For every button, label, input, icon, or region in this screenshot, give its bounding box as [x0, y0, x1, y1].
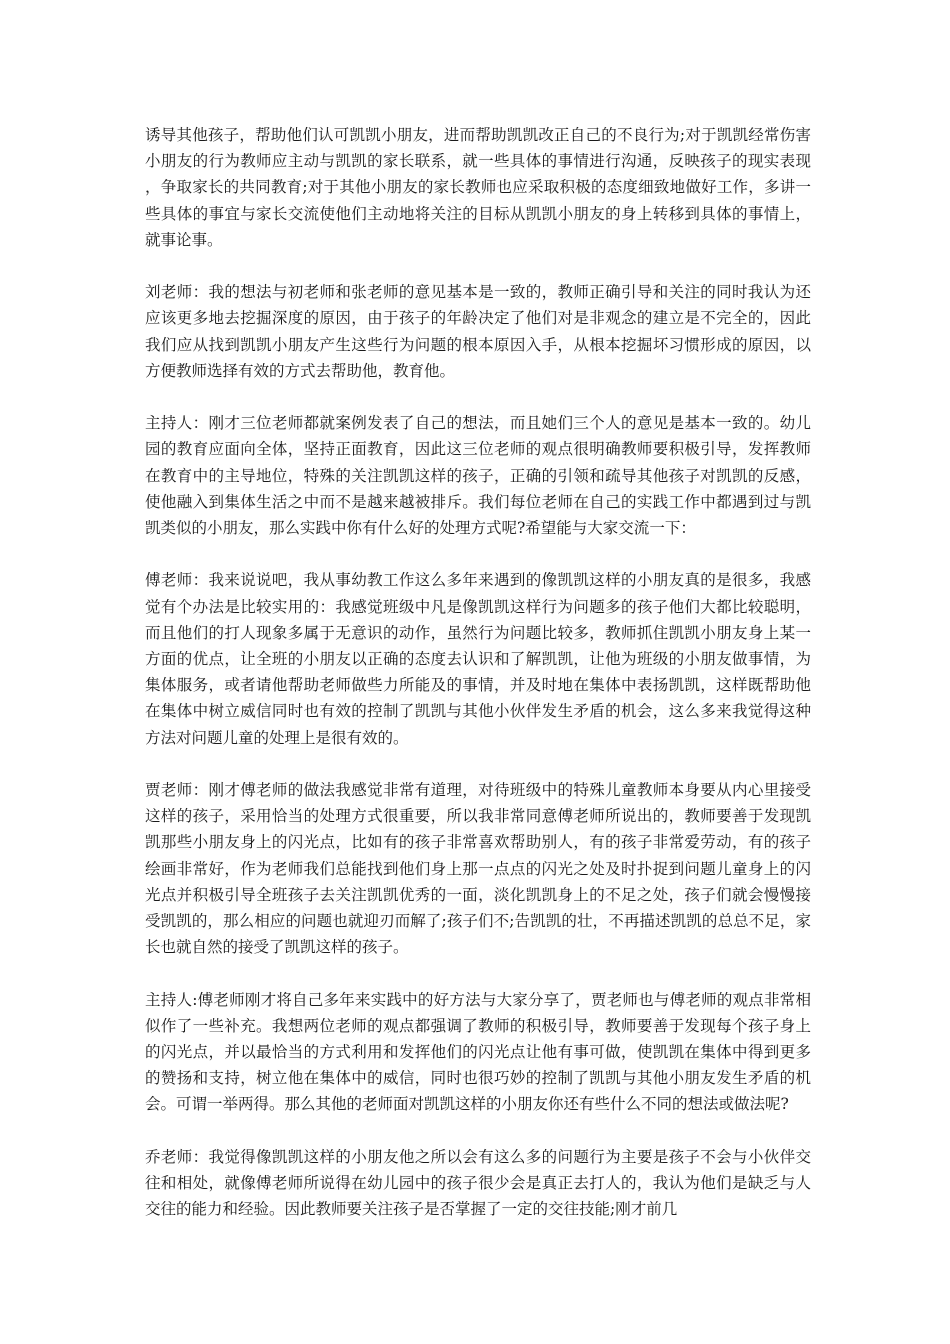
paragraph-teacher-qiao: 乔老师：我觉得像凯凯这样的小朋友他之所以会有这么多的问题行为主要是孩子不会与小伙伴交往和相处，就像傅老师所说得在幼儿园中的孩子很少会是真正去打人的，我认为他们是缺乏与人交往的能力和经验。因此教师要关注孩子是否掌握了一定的交往技能;刚才前几	[145, 1147, 811, 1219]
document-body	[145, 122, 811, 1222]
paragraph-host-2: 主持人:傅老师刚才将自己多年来实践中的好方法与大家分享了，贾老师也与傅老师的观点非常相似作了一些补充。我想两位老师的观点都强调了教师的积极引导，教师要善于发现每个孩子身上的闪光点，并以最恰当的方式利用和发挥他们的闪光点让他有事可做，使凯凯在集体中得到更多的赞扬和支持，树立他在集体中的威信，同时也很巧妙的控制了凯凯与其他小朋友发生矛盾的机会。可谓一举两得。那么其他的老师面对凯凯这样的小朋友你还有些什么不同的想法或做法呢?	[145, 990, 811, 1114]
paragraph-teacher-jia: 贾老师：刚才傅老师的做法我感觉非常有道理，对待班级中的特殊儿童教师本身要从内心里接受这样的孩子，采用恰当的处理方式很重要，所以我非常同意傅老师所说出的，教师要善于发现凯凯那些小朋友身上的闪光点，比如有的孩子非常喜欢帮助别人，有的孩子非常爱劳动，有的孩子绘画非常好，作为老师我们总能找到他们身上那一点点的闪光之处及时扑捉到问题儿童身上的闪光点并积极引导全班孩子去关注凯凯优秀的一面，淡化凯凯身上的不足之处，孩子们就会慢慢接受凯凯的，那么相应的问题也就迎刃而解了;孩子们不;告凯凯的壮，不再描述凯凯的总总不足，家长也就自然的接受了凯凯这样的孩子。	[145, 781, 811, 957]
paragraph-intro-continuation: 诱导其他孩子，帮助他们认可凯凯小朋友，进而帮助凯凯改正自己的不良行为;对于凯凯经常伤害小朋友的行为教师应主动与凯凯的家长联系，就一些具体的事情进行沟通，反映孩子的现实表现，争取家长的共同教育;对于其他小朋友的家长教师也应采取积极的态度细致地做好工作，多讲一些具体的事宜与家长交流使他们主动地将关注的目标从凯凯小朋友的身上转移到具体的事情上，就事论事。	[145, 126, 811, 249]
paragraph-teacher-fu: 傅老师：我来说说吧，我从事幼教工作这么多年来遇到的像凯凯这样的小朋友真的是很多，我感觉有个办法是比较实用的：我感觉班级中凡是像凯凯这样行为问题多的孩子他们大都比较聪明，而且他们的打人现象多属于无意识的动作，虽然行为问题比较多，教师抓住凯凯小朋友身上某一方面的优点，让全班的小朋友以正确的态度去认识和了解凯凯，让他为班级的小朋友做事情，为集体服务，或者请他帮助老师做些力所能及的事情，并及时地在集体中表扬凯凯，这样既帮助他在集体中树立威信同时也有效的控制了凯凯与其他小伙伴发生矛盾的机会，这么多来我觉得这种方法对问题儿童的处理上是很有效的。	[145, 571, 811, 747]
paragraph-teacher-liu: 刘老师：我的想法与初老师和张老师的意见基本是一致的，教师正确引导和关注的同时我认为还应该更多地去挖掘深度的原因，由于孩子的年龄决定了他们对是非观念的建立是不完全的，因此我们应从找到凯凯小朋友产生这些行为问题的根本原因入手，从根本挖掘坏习惯形成的原因，以方便教师选择有效的方式去帮助他，教育他。	[145, 283, 811, 380]
paragraph-host-1: 主持人：刚才三位老师都就案例发表了自己的想法，而且她们三个人的意见是基本一致的。幼儿园的教育应面向全体，坚持正面教育，因此这三位老师的观点很明确教师要积极引导，发挥教师在教育中的主导地位，特殊的关注凯凯这样的孩子，正确的引领和疏导其他孩子对凯凯的反感，使他融入到集体生活之中而不是越来越被排斥。我们每位老师在自己的实践工作中都遇到过与凯凯类似的小朋友，那么实践中你有什么好的处理方式呢?希望能与大家交流一下：	[145, 414, 811, 538]
